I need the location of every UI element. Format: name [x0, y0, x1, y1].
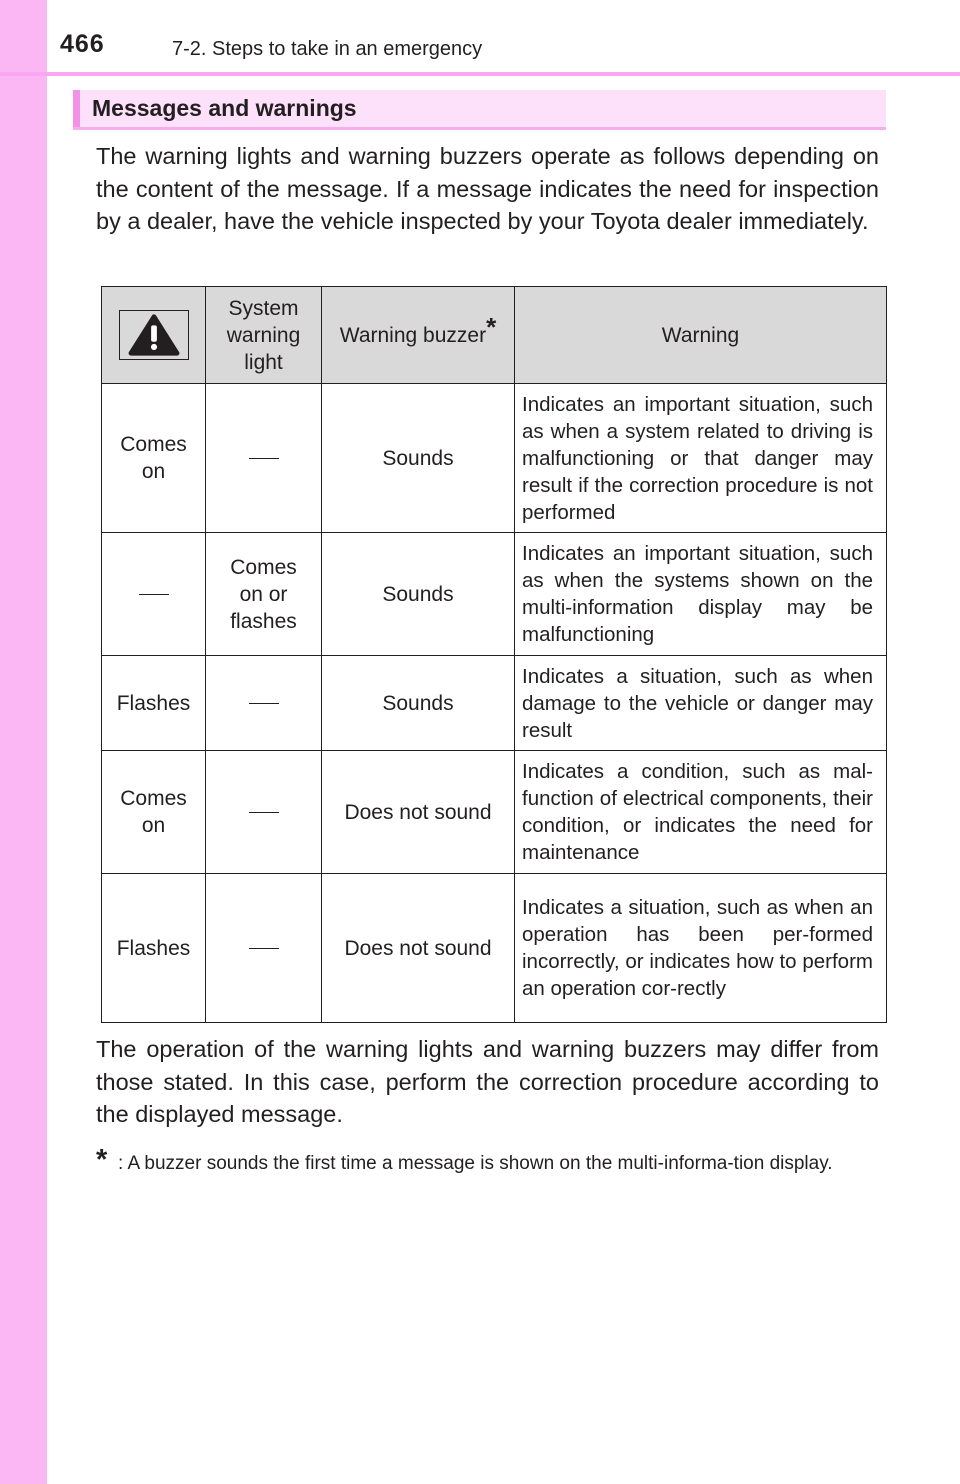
page-number: 466: [60, 30, 105, 58]
cell-warning: Indicates a situation, such as when an operation has been per-formed incorrectly, or indicates how to perform an operation cor-rectly: [515, 874, 887, 1023]
cell-system-light: [206, 384, 322, 533]
cell-buzzer: Does not sound: [322, 751, 515, 874]
cell-symbol: [102, 751, 206, 874]
table-row: [102, 874, 887, 1023]
section-heading-box: [73, 90, 886, 130]
cell-symbol: [102, 533, 206, 656]
warning-triangle-icon: [119, 310, 189, 360]
section-title: Messages and warnings: [92, 95, 357, 121]
cell-warning: Indicates an important situation, such as when a system related to driving is malfunctioning or that danger may result if the correction procedure is not performed: [515, 384, 887, 533]
warning-buzzer-header-label: Warning buzzer: [339, 323, 487, 347]
dash-mark: [249, 703, 279, 704]
cell-buzzer: Does not sound: [322, 874, 515, 1023]
footnote-marker: *: [486, 311, 497, 342]
footnote-text: : A buzzer sounds the first time a message is shown on the multi-informa-tion display.: [118, 1153, 833, 1174]
section-heading-bar: [73, 90, 80, 127]
cell-symbol: [102, 384, 206, 533]
cell-buzzer: Sounds: [322, 533, 515, 656]
cell-system-light: [206, 874, 322, 1023]
table-row: [102, 656, 887, 751]
footnote-asterisk: *: [96, 1144, 108, 1176]
intro-paragraph: The warning lights and warning buzzers operate as follows depending on the content of the message. If a message indicates the need for inspection by a dealer, have the vehicle inspected by your Toyota dealer immediately.: [96, 143, 879, 234]
cell-buzzer: Sounds: [322, 656, 515, 751]
cell-buzzer: Sounds: [322, 384, 515, 533]
system-warning-light-header: [206, 287, 322, 384]
table-row: [102, 751, 887, 874]
header-rule: [0, 72, 960, 76]
cell-system-light-text: Comes on or flashes: [230, 555, 297, 633]
symbol-header: [102, 287, 206, 384]
cell-system-light: [206, 533, 322, 656]
cell-symbol: Flashes: [102, 656, 206, 751]
warning-header: Warning: [515, 287, 887, 384]
dash-mark: [249, 948, 279, 949]
cell-warning: Indicates a situation, such as when damage to the vehicle or danger may result: [515, 656, 887, 751]
cell-symbol: Flashes: [102, 874, 206, 1023]
table-row: [102, 384, 887, 533]
warning-buzzer-header: [322, 287, 515, 384]
table-row: [102, 533, 887, 656]
system-warning-light-header-label: System warning light: [226, 296, 301, 374]
warnings-table: [101, 286, 887, 1023]
footnote: [96, 1142, 879, 1179]
cell-warning: Indicates an important situation, such as when the systems shown on the multi-information display may be malfunctioning: [515, 533, 887, 656]
section-path: 7-2. Steps to take in an emergency: [172, 38, 483, 60]
cell-symbol-text: Comes on: [120, 787, 187, 837]
dash-mark: [249, 812, 279, 813]
cell-warning: Indicates a condition, such as mal-function of electrical components, their condition, or indicates the need for maintenance: [515, 751, 887, 874]
table-header-row: [102, 287, 887, 384]
dash-mark: [249, 458, 279, 459]
cell-system-light: [206, 751, 322, 874]
outro-paragraph: The operation of the warning lights and warning buzzers may differ from those stated. In this case, perform the correction procedure according to the displayed message.: [96, 1036, 879, 1127]
cell-symbol-text: Comes on: [120, 433, 187, 483]
side-strip: [0, 0, 47, 1484]
dash-mark: [139, 594, 169, 595]
cell-system-light: [206, 656, 322, 751]
